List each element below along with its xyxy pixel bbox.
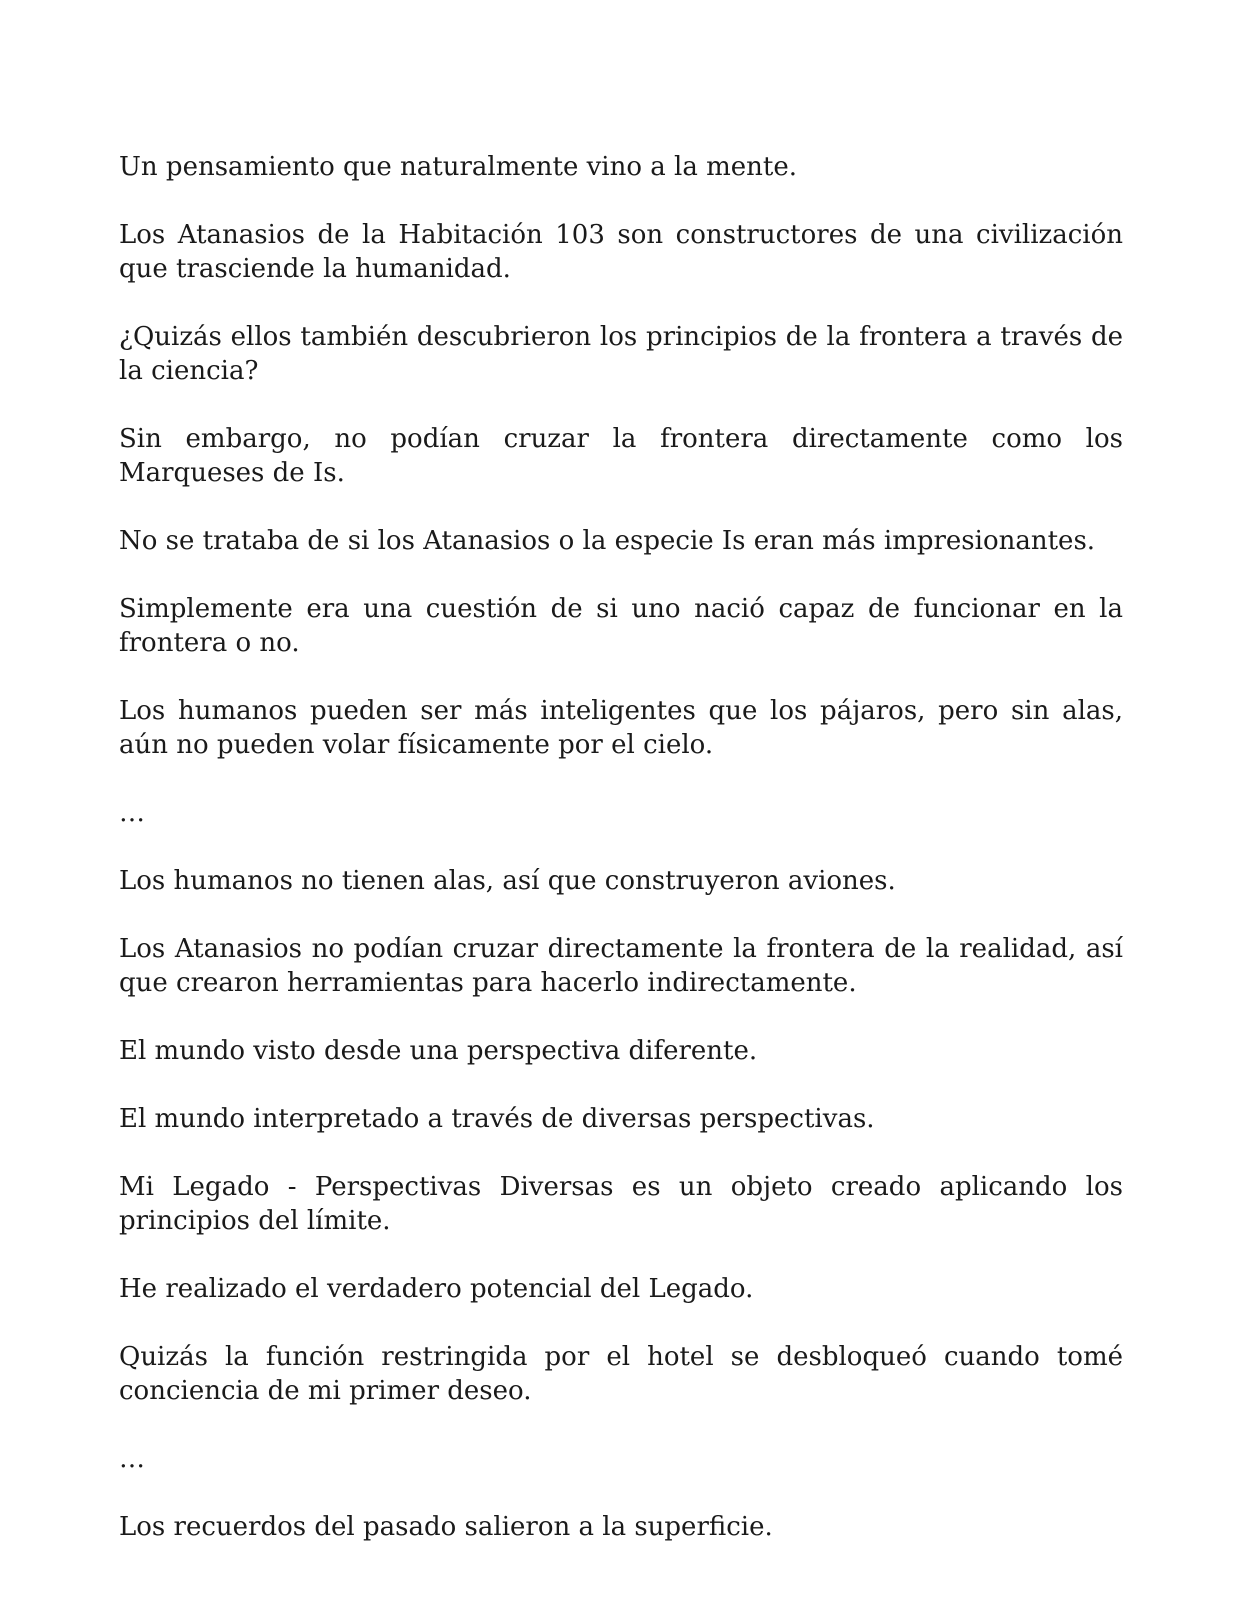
- paragraph: Simplemente era una cuestión de si uno nació capaz de funcionar en la frontera o no.: [119, 594, 1123, 658]
- paragraph: Quizás la función restringida por el hotel se desbloqueó cuando tomé conciencia de mi primer deseo.: [119, 1342, 1123, 1406]
- paragraph: Los Atanasios no podían cruzar directamente la frontera de la realidad, así que crearon herramientas para hacerlo indirectamente.: [119, 934, 1123, 998]
- paragraph: ¿Quizás ellos también descubrieron los principios de la frontera a través de la ciencia?: [119, 322, 1123, 386]
- paragraph: Los recuerdos del pasado salieron a la superficie.: [119, 1512, 773, 1542]
- paragraph: El mundo interpretado a través de diversas perspectivas.: [119, 1104, 875, 1134]
- ellipsis-separator: …: [119, 798, 145, 828]
- ellipsis-separator: …: [119, 1444, 145, 1474]
- paragraph: Sin embargo, no podían cruzar la frontera directamente como los Marqueses de Is.: [119, 424, 1123, 488]
- paragraph: Un pensamiento que naturalmente vino a la mente.: [119, 152, 798, 182]
- paragraph: He realizado el verdadero potencial del Legado.: [119, 1274, 754, 1304]
- paragraph: No se trataba de si los Atanasios o la especie Is eran más impresionantes.: [119, 526, 1096, 556]
- paragraph: El mundo visto desde una perspectiva diferente.: [119, 1036, 758, 1066]
- paragraph: Los humanos no tienen alas, así que construyeron aviones.: [119, 866, 896, 896]
- paragraph: Mi Legado - Perspectivas Diversas es un objeto creado aplicando los principios del límite.: [119, 1172, 1123, 1236]
- paragraph: Los humanos pueden ser más inteligentes que los pájaros, pero sin alas, aún no pueden volar físicamente por el cielo.: [119, 696, 1123, 760]
- document-page: [119, 150, 1123, 1544]
- paragraph: Los Atanasios de la Habitación 103 son constructores de una civilización que trasciende la humanidad.: [119, 220, 1123, 284]
